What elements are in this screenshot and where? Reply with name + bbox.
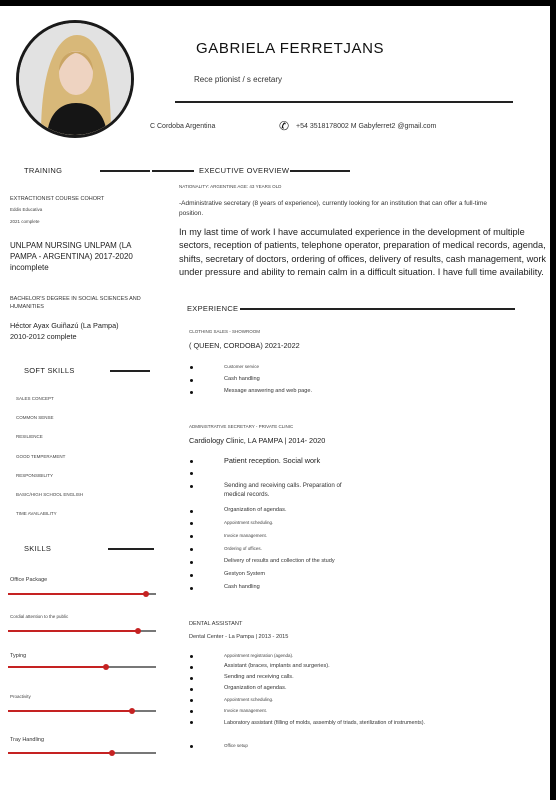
skill-bar-knob: [143, 591, 149, 597]
job-item: Sending and receiving calls.: [224, 674, 294, 680]
skill-bar[interactable]: [8, 752, 156, 754]
nationality-age: NATIONALITY: ARGENTINE AGE: 43 YEARS OLD: [179, 184, 282, 189]
skill-label: Proactivity: [10, 694, 31, 699]
training-heading: TRAINING: [24, 166, 63, 175]
bullet-icon: [190, 522, 193, 525]
job-item: Gestyon System: [224, 571, 266, 577]
course-org: Eddis Educativa: [10, 207, 43, 212]
course-title: EXTRACTIONIST COURSE COHORT: [10, 196, 105, 202]
job-item: Laboratory assistant (filling of molds, assembly of triads, sterilization of instruments).: [224, 720, 426, 726]
skill-bar-knob: [135, 628, 141, 634]
skill-label: Tray Handling: [10, 737, 45, 743]
bullet-icon: [190, 366, 193, 369]
job-item: Appointment registration (agenda).: [224, 653, 294, 658]
skills-divider: [108, 548, 154, 550]
nursing-education: UNLPAM NURSING UNLPAM (LA PAMPA - ARGENTINA) 2017-2020 incomplete: [10, 241, 133, 272]
bullet-icon: [190, 655, 193, 658]
job-item: Invoice management.: [224, 533, 268, 538]
bullet-icon: [190, 561, 193, 564]
overview-heading: EXECUTIVE OVERVIEW: [199, 166, 290, 175]
page-frame-right: [550, 0, 556, 800]
skill-bar[interactable]: [8, 710, 156, 712]
skill-label: Typing: [10, 653, 27, 659]
skill-bar[interactable]: [8, 593, 156, 595]
overview-intro: -Administrative secretary (8 years of experience), currently looking for an institution that can offer a full-time position.: [179, 200, 488, 217]
bullet-icon: [190, 699, 193, 702]
job-item: Office setup: [224, 743, 248, 748]
bullet-icon: [190, 510, 193, 513]
bullet-icon: [190, 548, 193, 551]
full-name: GABRIELA FERRETJANS: [196, 40, 385, 57]
skill-label: Office Package: [10, 577, 48, 583]
skills-heading: SKILLS: [24, 544, 52, 553]
soft-skill-item: BASIC/HIGH SCHOOL ENGLISH: [16, 492, 84, 497]
bullet-icon: [190, 710, 193, 713]
bullet-icon: [190, 688, 193, 691]
job-item: Cash handling: [224, 584, 260, 590]
job-tag: DENTAL ASSISTANT: [189, 621, 243, 627]
soft-skill-item: COMMON SENSE: [16, 415, 54, 420]
job-item: Patient reception. Social work: [224, 456, 321, 465]
job-item: Appointment scheduling.: [224, 520, 274, 525]
profile-photo: [19, 23, 131, 135]
skill-bar-knob: [109, 750, 115, 756]
soft-skill-item: RESILIENCE: [16, 434, 43, 439]
soft-skills-divider: [110, 370, 150, 372]
overview-summary: In my last time of work I have accumulated experience in the development of multiple sectors, reception of patients, telephone operator, preparation of medical records, agenda, shifts, secretary of doctors, ordering of offices, delivery of results, cash management, work under pressure and ability to remain calm in a difficult situation. I have full time availability.: [179, 227, 546, 277]
skill-bar[interactable]: [8, 630, 156, 632]
job-item: Ordering of offices.: [224, 546, 262, 551]
bullet-icon: [190, 472, 193, 475]
training-divider: [100, 170, 150, 172]
job-place: Dental Center - La Pampa | 2013 - 2015: [189, 634, 289, 640]
job-item: Organization of agendas.: [224, 507, 287, 513]
bullet-icon: [190, 379, 193, 382]
avatar: [16, 20, 134, 138]
soft-skill-item: GOOD TEMPERAMENT: [16, 454, 66, 459]
job-place: ( QUEEN, CORDOBA) 2021-2022: [189, 341, 300, 350]
experience-divider: [240, 308, 515, 310]
skill-bar-fill: [8, 710, 132, 712]
soft-skill-item: SALES CONCEPT: [16, 396, 54, 401]
bullet-icon: [190, 677, 193, 680]
job-title: Rece ptionist / s ecretary: [194, 75, 283, 84]
phone-icon: ✆: [279, 119, 290, 133]
bachelor-title: BACHELOR'S DEGREE IN SOCIAL SCIENCES AND HUMANITIES: [10, 296, 141, 310]
skill-bar-fill: [8, 752, 112, 754]
job-item: Assistant (braces, implants and surgeries).: [224, 663, 330, 669]
page-frame-top: [0, 0, 556, 6]
skill-bar-fill: [8, 593, 146, 595]
job-tag: CLOTHING SALES - SHOWROOM: [189, 329, 261, 334]
job-item: Message answering and web page.: [224, 388, 313, 394]
bullet-icon: [190, 391, 193, 394]
job-item: Appointment scheduling.: [224, 697, 274, 702]
bullet-icon: [190, 587, 193, 590]
overview-divider-right: [290, 170, 350, 172]
job-tag: ADMINISTRATIVE SECRETARY - PRIVATE CLINIC: [189, 424, 294, 429]
bullet-icon: [190, 666, 193, 669]
experience-heading: EXPERIENCE: [187, 304, 239, 313]
skill-bar-fill: [8, 630, 138, 632]
job-place: Cardiology Clinic, LA PAMPA | 2014- 2020: [189, 436, 326, 445]
bachelor-years: 2010-2012 complete: [10, 332, 77, 341]
bullet-icon: [190, 460, 193, 463]
job-item: Cash handling: [224, 376, 260, 382]
header-divider: [175, 101, 513, 103]
bullet-icon: [190, 485, 193, 488]
job-item: Invoice management.: [224, 708, 268, 713]
skill-bar-knob: [129, 708, 135, 714]
contact-line: +54 3518178002 M Gabyferret2 @gmail.com: [296, 123, 437, 130]
skill-bar-knob: [103, 664, 109, 670]
bullet-icon: [190, 535, 193, 538]
soft-skill-item: TIME AVAILABILITY: [16, 511, 57, 516]
skill-label: Cordial attention to the public: [10, 614, 69, 619]
job-item: Organization of agendas.: [224, 685, 287, 691]
bullet-icon: [190, 574, 193, 577]
location-text: C Cordoba Argentina: [150, 123, 216, 130]
job-item: Customer service: [224, 364, 260, 369]
overview-divider-left: [152, 170, 194, 172]
course-year: 2021 complete: [10, 219, 40, 224]
bachelor-school: Héctor Ayax Guiñazú (La Pampa): [10, 321, 119, 330]
bullet-icon: [190, 745, 193, 748]
soft-skill-item: RESPONSIBILITY: [16, 473, 54, 478]
skill-bar-fill: [8, 666, 106, 668]
job-item: Delivery of results and collection of the study: [224, 558, 335, 564]
soft-skills-heading: SOFT SKILLS: [24, 366, 75, 375]
skill-bar[interactable]: [8, 666, 156, 668]
job-item: Sending and receiving calls. Preparation of medical records.: [224, 482, 342, 498]
